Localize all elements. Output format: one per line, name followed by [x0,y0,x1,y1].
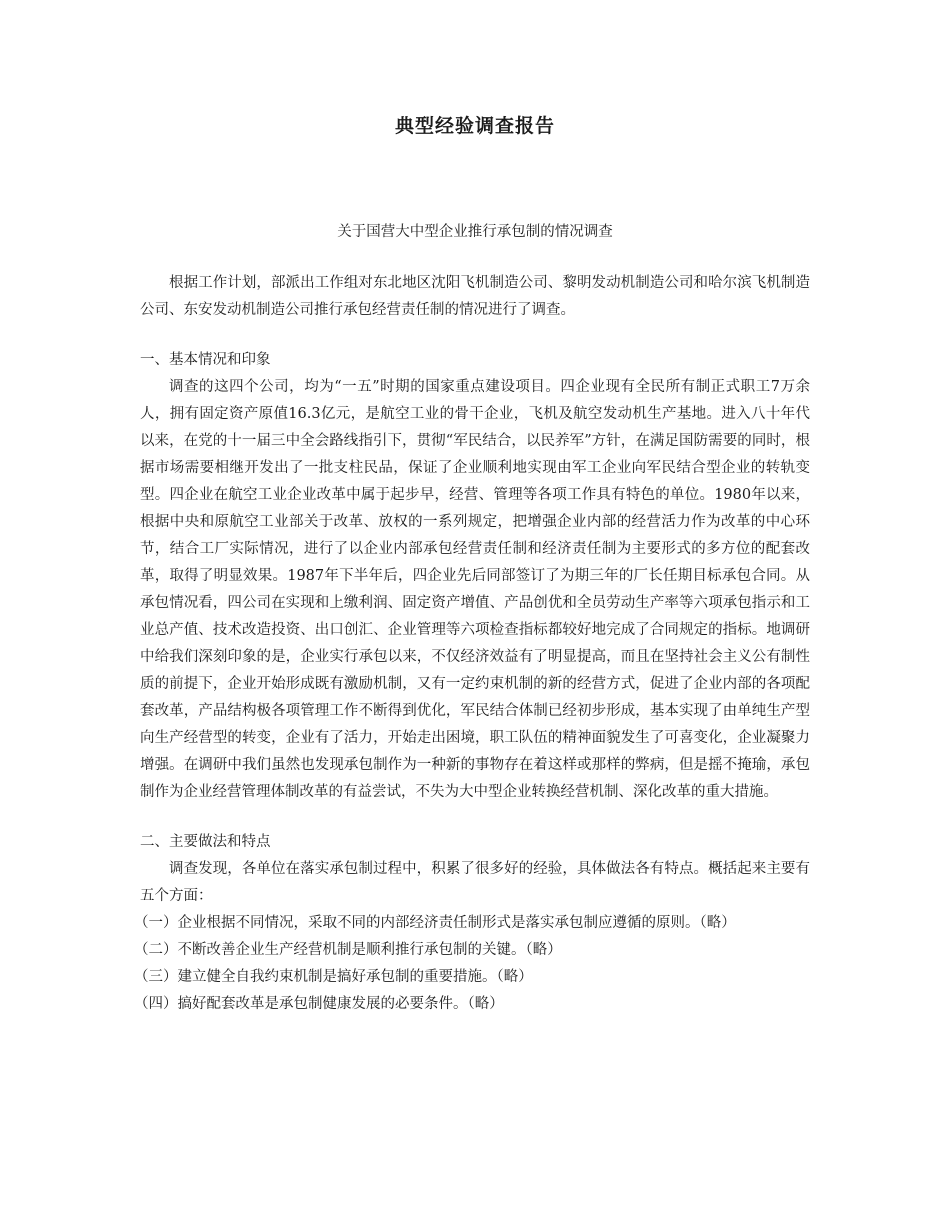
intro-paragraph: 根据工作计划，部派出工作组对东北地区沈阳飞机制造公司、黎明发动机制造公司和哈尔滨飞机制造公司、东安发动机制造公司推行承包经营责任制的情况进行了调查。 [140,275,810,318]
section-1-body: 调查的这四个公司，均为“一五”时期的国家重点建设项目。四企业现有全民所有制正式职工7万余人，拥有固定资产原值16.3亿元，是航空工业的骨干企业，飞机及航空发动机生产基地。进入八十年代以来，在党的十一届三中全会路线指引下，贯彻“军民结合，以民养军”方针，在满足国防需要的同时，根据市场需要相继开发出了一批支柱民品，保证了企业顺利地实现由军工企业向军民结合型企业的转轨变型。四企业在航空工业企业改革中属于起步早，经营、管理等各项工作具有特色的单位。1980年以来，根据中央和原航空工业部关于改革、放权的一系列规定，把增强企业内部的经营活力作为改革的中心环节，结合工厂实际情况，进行了以企业内部承包经营责任制和经济责任制为主要形式的多方位的配套改革，取得了明显效果。1987年下半年后，四企业先后同部签订了为期三年的厂长任期目标承包合同。从承包情况看，四公司在实现和上缴利润、固定资产增值、产品创优和全员劳动生产率等六项承包指示和工业总产值、技术改造投资、出口创汇、企业管理等六项检查指标都较好地完成了合同规定的指标。地调研中给我们深刻印象的是，企业实行承包以来，不仅经济效益有了明显提高，而且在坚持社会主义公有制性质的前提下，企业开始形成既有激励机制，又有一定约束机制的新的经营方式，促进了企业内部的各项配套改革，产品结构极各项管理工作不断得到优化，军民结合体制已经初步形成，基本实现了由单纯生产型向生产经营型的转变，企业有了活力，开始走出困境，职工队伍的精神面貌发生了可喜变化，企业凝聚力增强。在调研中我们虽然也发现承包制作为一种新的事物存在着这样或那样的弊病，但是摇不掩瑜，承包制作为企业经营管理体制改革的有益尝试，不失为大中型企业转换经营机制、深化改革的重大措施。 [140,379,810,800]
document-title: 典型经验调查报告 [394,115,555,137]
section-2-body: 调查发现，各单位在落实承包制过程中，积累了很多好的经验，具体做法各有特点。概括起来主要有五个方面： [140,861,810,904]
list-item: （二）不断改善企业生产经营机制是顺利推行承包制的关键。（略） [134,942,562,958]
list-item: （一）企业根据不同情况，采取不同的内部经济责任制形式是落实承包制应遵循的原则。（略） [134,915,736,931]
list-item: （三）建立健全自我约束机制是搞好承包制的重要措施。（略） [134,969,533,985]
document-subtitle: 关于国营大中型企业推行承包制的情况调查 [337,224,613,240]
section-1-heading: 一、基本情况和印象 [140,352,271,368]
list-item: （四）搞好配套改革是承包制健康发展的必要条件。（略） [134,996,504,1012]
section-2-heading: 二、主要做法和特点 [140,834,271,850]
